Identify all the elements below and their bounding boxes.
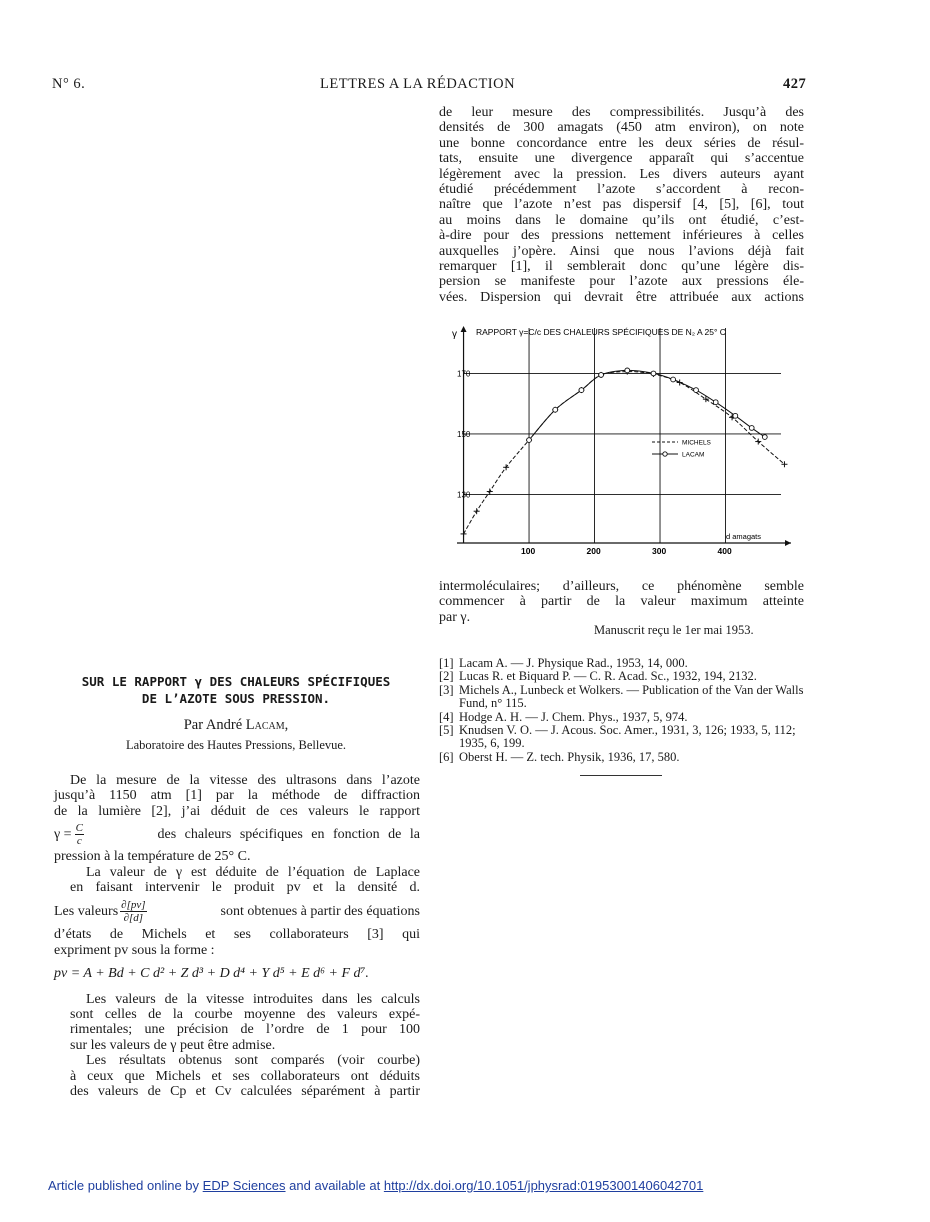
end-rule <box>580 775 662 776</box>
x-tick-label: 200 <box>586 546 601 556</box>
reference-item <box>439 711 805 724</box>
right-para1-line: une bonne concordance entre les deux séries de résul- <box>439 135 804 151</box>
author-lab: Laboratoire des Hautes Pressions, Bellevue. <box>125 738 347 752</box>
cross-point <box>755 439 761 445</box>
author-line <box>52 717 420 734</box>
left-paragraph-3 <box>54 992 420 1054</box>
right-para2-line: par γ. <box>439 609 471 625</box>
chart-marks <box>461 368 788 537</box>
gamma-line-rest: des chaleurs spécifiques en fonction de la <box>157 826 420 842</box>
reference-number: [6] <box>439 749 454 764</box>
left-p2b-line: d’états de Michels et ses collaborateurs [3] qui <box>54 927 420 943</box>
gamma-chart <box>439 318 799 568</box>
article-title <box>52 673 420 707</box>
reference-item <box>439 684 805 711</box>
received-date: Manuscrit reçu le 1er mai 1953. <box>594 623 754 637</box>
left-paragraph-4 <box>54 1053 420 1099</box>
valeurs-post: sont obtenues à partir des équations <box>220 903 420 919</box>
chart-xlabel: d amagats <box>726 532 762 541</box>
right-para2-line: commencer à partir de la valeur maximum atteinte <box>439 594 804 610</box>
issue-number: N° 6. <box>52 76 86 92</box>
chart-title: RAPPORT γ=C/c DES CHALEURS SPÉCIFIQUES DE N₂ A 25° C <box>476 327 726 337</box>
reference-number: [2] <box>439 669 454 684</box>
title-line-2: DE L’AZOTE SOUS PRESSION. <box>141 691 331 706</box>
reference-number: [5] <box>439 723 454 738</box>
series-line-michels <box>464 372 785 534</box>
left-p1-line: de la lumière [2], j’ai déduit de ces valeurs le rapport <box>54 803 420 819</box>
right-para1-line: persion se manifeste pour l’azote aux pressions éle- <box>439 274 804 290</box>
right-para1-line: étudié précédemment l’azote s’accordent à recon- <box>439 182 804 198</box>
left-p4-line: à ceux que Michels et ses collaborateurs ont déduits <box>70 1068 420 1084</box>
reference-text: Lucas R. et Biquard P. — C. R. Acad. Sc., 1932, 194, 2132. <box>459 669 757 684</box>
left-p1-line: De la mesure de la vitesse des ultrasons dans l’azote <box>70 773 420 788</box>
doi-link[interactable]: http://dx.doi.org/10.1051/jphysrad:01953001406042701 <box>383 1178 704 1193</box>
reference-number: [3] <box>439 682 454 697</box>
gamma-fraction: $\frac{C}{c}$ <box>75 821 83 847</box>
circle-point <box>651 371 656 376</box>
title-line-1: SUR LE RAPPORT γ DES CHALEURS SPÉCIFIQUES <box>81 674 391 689</box>
right-col-paragraph-2 <box>439 579 804 625</box>
right-para1-line: remarquer [1], il semblerait donc qu’une légère dis- <box>439 259 804 275</box>
state-equation: pv = A + Bd + C d² + Z d³ + D d⁴ + Y d⁵ + E d⁶ + F d⁷. <box>54 966 369 982</box>
right-para1-line: naître que l’azote n’est pas dispersif [4, [5], [6], tout <box>439 197 804 213</box>
left-p3-line: Les valeurs de la vitesse introduites dans les calculs <box>86 991 420 1007</box>
reference-item <box>439 751 805 764</box>
circle-point <box>749 426 754 431</box>
page-number: 427 <box>783 76 807 92</box>
reference-item <box>439 657 805 670</box>
left-p2b-line: expriment pv sous la forme : <box>54 942 215 958</box>
derivative-fraction: $\frac{\partial[pv]}{\partial[d]}$ <box>121 898 146 924</box>
x-axis-arrow <box>785 540 791 546</box>
circle-point <box>625 368 630 373</box>
left-paragraph-2 <box>54 865 420 896</box>
chart-axes <box>457 326 791 556</box>
y-tick-label: 170 <box>457 369 471 379</box>
gamma-eq: γ = <box>54 826 72 842</box>
y-tick-label: 150 <box>457 429 471 439</box>
valeurs-pre: Les valeurs <box>54 903 119 919</box>
author-by: Par André <box>183 717 243 733</box>
right-para1-line: de leur mesure des compressibilités. Jusqu’à des <box>439 105 804 120</box>
reference-text: Hodge A. H. — J. Chem. Phys., 1937, 5, 974. <box>459 709 688 724</box>
reference-text: Lacam A. — J. Physique Rad., 1953, 14, 000. <box>459 656 688 670</box>
series-line-lacam <box>529 370 765 440</box>
chart-legend <box>652 440 712 459</box>
circle-point <box>733 413 738 418</box>
x-tick-label: 400 <box>717 546 732 556</box>
footer-mid: and available at <box>289 1178 381 1193</box>
right-para1-line: vées. Dispersion qui devrait être attribuée aux actions <box>439 289 804 305</box>
reference-item <box>439 670 805 683</box>
right-para1-line: au moins dans le domaine qu’ils ont étudié, c’est- <box>439 212 804 228</box>
reference-number: [4] <box>439 709 454 724</box>
legend-lacam-marker <box>663 452 667 456</box>
valeurs-line <box>54 895 420 927</box>
right-para1-line: légèrement avec la pression. Les divers auteurs ayant <box>439 166 804 182</box>
right-para1-line: densités de 300 amagats (450 atm environ), on note <box>439 120 804 136</box>
circle-point <box>671 377 676 382</box>
edp-link[interactable]: EDP Sciences <box>202 1178 286 1193</box>
circle-point <box>553 407 558 412</box>
legend-michels-label: MICHELS <box>682 439 711 447</box>
left-paragraph-1 <box>54 773 420 819</box>
circle-point <box>579 388 584 393</box>
circle-point <box>713 400 718 405</box>
circle-point <box>599 373 604 378</box>
y-axis-arrow <box>461 326 467 332</box>
running-head: LETTRES A LA RÉDACTION <box>320 76 516 92</box>
chart-ylabel: γ <box>452 329 457 340</box>
right-para1-line: auxquelles j’opère. Ainsi que nous l’avions déjà fait <box>439 243 804 259</box>
left-p3-line: sur les valeurs de γ peut être admise. <box>70 1037 276 1053</box>
gamma-definition <box>54 819 420 849</box>
cross-point <box>487 489 493 495</box>
left-paragraph-1-end: pression à la température de 25° C. <box>54 849 251 865</box>
references-list <box>439 657 805 764</box>
reference-text: Knudsen V. O. — J. Acous. Soc. Amer., 1931, 3, 126; 1933, 5, 112; 1935, 6, 199. <box>459 723 796 751</box>
left-p1-line: jusqu’à 1150 atm [1] par la méthode de diffraction <box>54 788 420 804</box>
left-p2-line: en faisant intervenir le produit pv et la densité d. <box>70 880 420 896</box>
circle-point <box>527 438 532 443</box>
circle-point <box>762 435 767 440</box>
footer-pre: Article published online by <box>48 1178 200 1193</box>
author-name: Lacam, <box>245 717 289 733</box>
right-para2-line: intermoléculaires; d’ailleurs, ce phénomène semble <box>439 579 804 594</box>
x-tick-label: 300 <box>652 546 667 556</box>
left-p4-line: des valeurs de Cp et Cv calculées séparément à partir <box>70 1084 420 1100</box>
cross-point <box>503 464 509 470</box>
left-p2-line: La valeur de γ est déduite de l’équation de Laplace <box>86 864 420 880</box>
right-col-paragraph-1 <box>439 105 804 305</box>
left-p3-line: sont celles de la courbe moyenne des valeurs expé- <box>70 1007 420 1023</box>
right-para1-line: tats, ensuite une divergence apparaît qui s’accentue <box>439 151 804 167</box>
left-p3-line: rimentales; une précision de l’ordre de 1 pour 100 <box>70 1022 420 1038</box>
circle-point <box>694 388 699 393</box>
left-p4-line: Les résultats obtenus sont comparés (voir courbe) <box>86 1053 420 1069</box>
reference-item <box>439 724 805 751</box>
cross-point <box>461 531 467 537</box>
right-para1-line: à-dire pour des pressions nettement inférieures à celles <box>439 228 804 244</box>
reference-number: [1] <box>439 656 454 670</box>
chart-svg <box>439 318 799 563</box>
cross-point <box>474 508 480 514</box>
chart-grid <box>464 328 781 543</box>
reference-text: Oberst H. — Z. tech. Physik, 1936, 17, 580. <box>459 749 680 764</box>
reference-text: Michels A., Lunbeck et Wolkers. — Publication of the Van der Walls Fund, n° 115. <box>459 682 804 711</box>
legend-lacam-label: LACAM <box>682 451 705 459</box>
y-tick-label: 130 <box>457 490 471 500</box>
footer-line <box>48 1178 703 1193</box>
x-tick-label: 100 <box>521 546 536 556</box>
left-col-body <box>54 773 420 1100</box>
left-paragraph-2b <box>54 927 420 958</box>
